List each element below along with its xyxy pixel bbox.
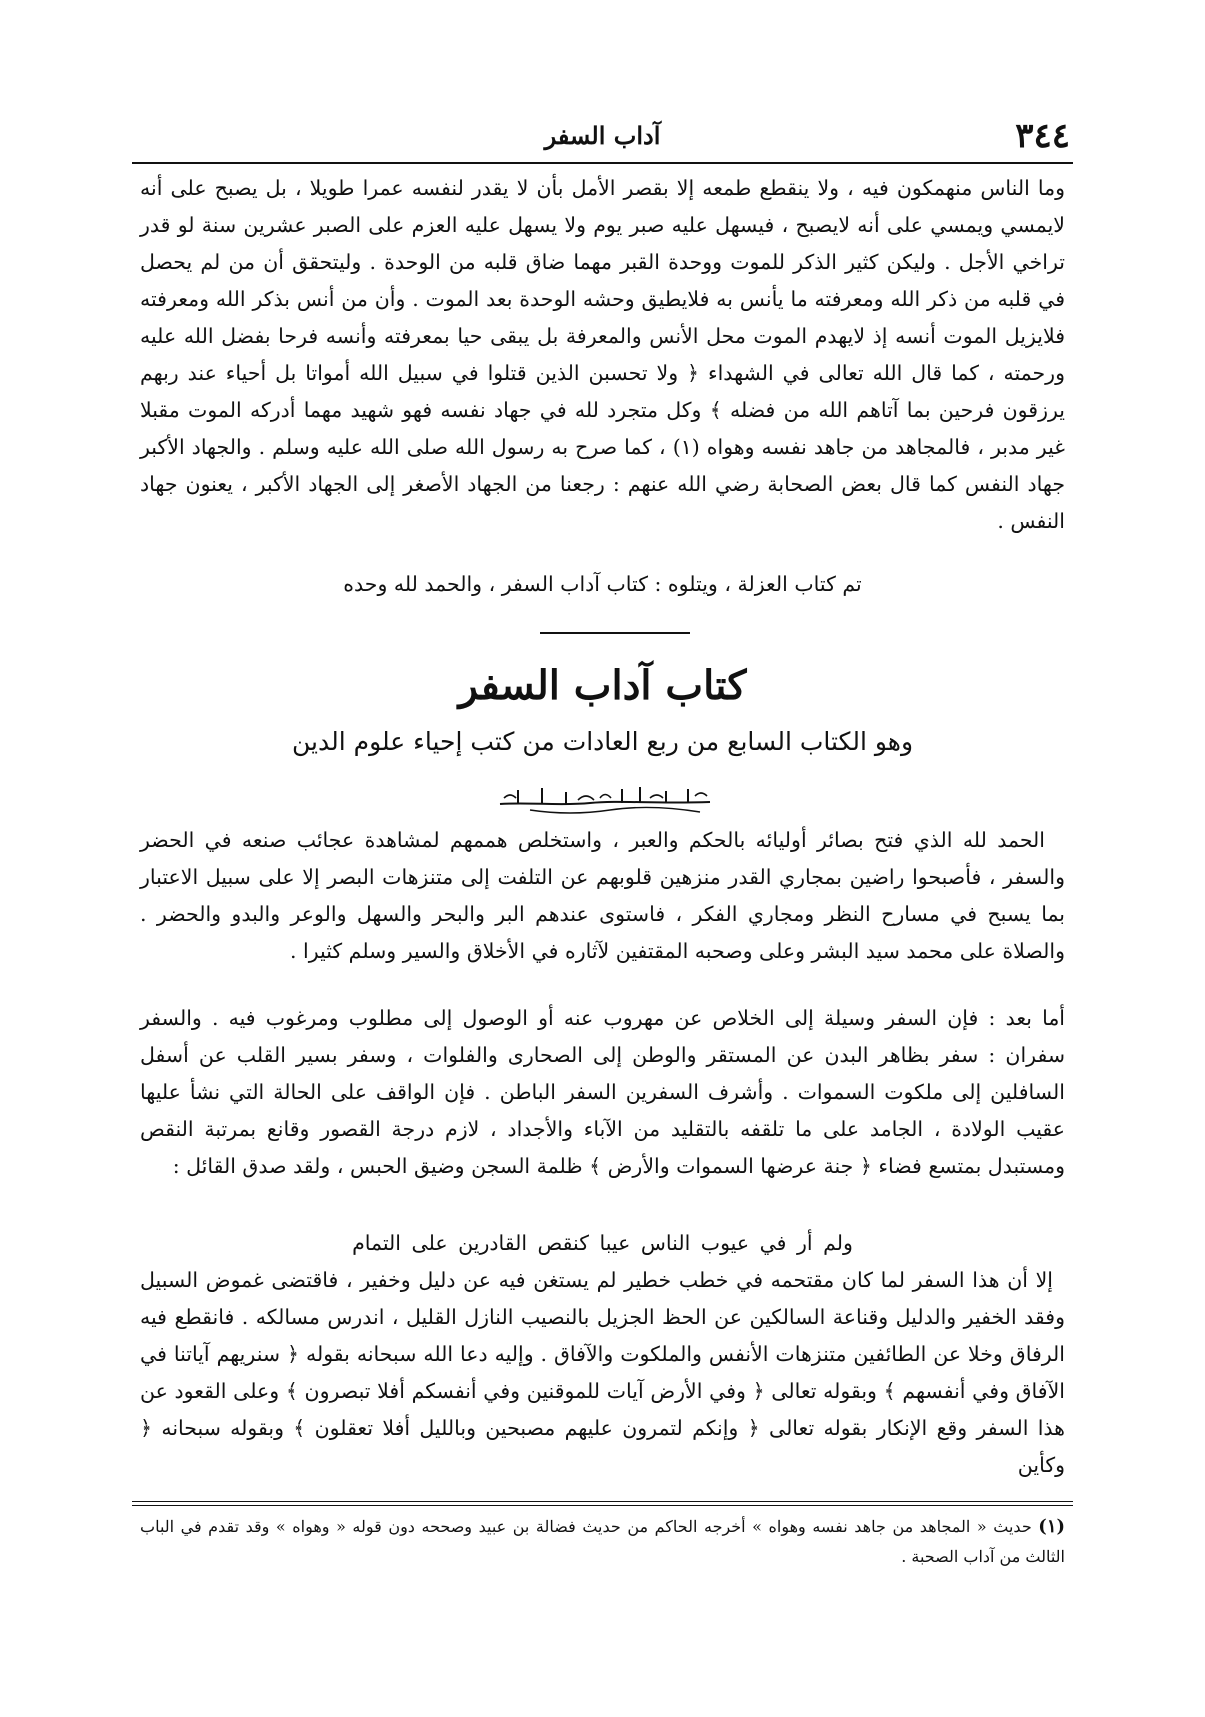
intro-paragraph: الحمد لله الذي فتح بصائر أوليائه بالحكم والعبر ، واستخلص هممهم لمشاهدة عجائب صنعه في الحضر والسفر ، فأصبحوا راضين بمجاري القدر منزهين قلوبهم عن التلفت إلى متنزهات البصر إلا على سبيل الاعتبار بما يسبح في مسارح النظر ومجاري الفكر ، فاستوى عندهم البر والبحر والسهل والوعر والبدو والحضر . والصلاة على محمد سيد البشر وعلى وصحبه المقتفين لآثاره في الأخلاق والسير وسلم كثيرا . xyxy=(140,828,1065,963)
page-header xyxy=(135,112,1070,164)
footnote-number: (١) xyxy=(1038,1516,1066,1537)
section-divider xyxy=(540,632,690,634)
running-title: آداب السفر xyxy=(544,121,661,150)
header-rule xyxy=(132,162,1073,164)
footnote-rule xyxy=(132,1501,1073,1502)
footnote xyxy=(140,1512,1065,1572)
section-paragraph: أما بعد : فإن السفر وسيلة إلى الخلاص عن مهروب عنه أو الوصول إلى مطلوب ومرغوب فيه . والسفر سفران : سفر بظاهر البدن عن المستقر والوطن إلى الصحارى والفلوات ، وسفر بسير القلب عن أسفل السافلين إلى ملكوت السموات . وأشرف السفرين السفر الباطن . فإن الواقف على الحالة التي نشأ عليها عقيب الولادة ، الجامد على ما تلقفه بالتقليد من الآباء والأجداد ، لازم درجة القصور وقانع بمرتبة النقص ومستبدل بمتسع فضاء ﴿ جنة عرضها السموات والأرض ﴾ ظلمة السجن وضيق الحبس ، ولقد صدق القائل : xyxy=(140,1006,1065,1178)
top-paragraph: وما الناس منهمكون فيه ، ولا ينقطع طمعه إلا بقصر الأمل بأن لا يقدر لنفسه عمرا طويلا ، بل يصبح على أنه لايمسي ويمسي على أنه لايصبح ، فيسهل عليه صبر يوم ولا يسهل عليه العزم على الصبر عشرين سنة لو قدر تراخي الأجل . وليكن كثير الذكر للموت ووحدة القبر مهما ضاق قلبه من الوحدة . وليتحقق أن من لم يحصل في قلبه من ذكر الله ومعرفته ما يأنس به فلايطيق وحشه الوحدة بعد الموت . وأن من أنس بذكر الله ومعرفته فلايزيل الموت أنسه إذ لايهدم الموت محل الأنس والمعرفة بل يبقى حيا بمعرفته وأنسه فرحا بفضل الله عليه ورحمته ، كما قال الله تعالى في الشهداء ﴿ ولا تحسبن الذين قتلوا في سبيل الله أمواتا بل أحياء عند ربهم يرزقون فرحين بما آتاهم الله من فضله ﴾ وكل متجرد لله في جهاد نفسه فهو شهيد مهما أدركه الموت مقبلا غير مدبر ، فالمجاهد من جاهد نفسه وهواه (١) ، كما صرح به رسول الله صلى الله عليه وسلم . والجهاد الأكبر جهاد النفس كما قال بعض الصحابة رضي الله عنهم : رجعنا من الجهاد الأصغر إلى الجهاد الأكبر ، يعنون جهاد النفس . xyxy=(140,176,1065,533)
closing-line: تم كتاب العزلة ، ويتلوه : كتاب آداب السفر ، والحمد لله وحده xyxy=(343,572,862,596)
basmala-calligraphy-icon xyxy=(490,780,720,816)
book-subtitle: وهو الكتاب السابع من ربع العادات من كتب إحياء علوم الدين xyxy=(291,727,914,756)
footnote-text: حديث « المجاهد من جاهد نفسه وهواه » أخرجه الحاكم من حديث فضالة بن عبيد وصححه دون قوله « وهواه » وقد تقدم في الباب الثالث من آداب الصحبة . xyxy=(140,1517,1065,1566)
footnote-rule xyxy=(132,1505,1073,1506)
final-paragraph: إلا أن هذا السفر لما كان مقتحمه في خطب خطير لم يستغن فيه عن دليل وخفير ، فاقتضى غموض السبيل وفقد الخفير والدليل وقناعة السالكين عن الحظ الجزيل بالنصيب النازل القليل ، اندرس مسالكه . فانقطع فيه الرفاق وخلا عن الطائفين متنزهات الأنفس والملكوت والآفاق . وإليه دعا الله سبحانه بقوله ﴿ سنريهم آياتنا في الآفاق وفي أنفسهم ﴾ وبقوله تعالى ﴿ وفي الأرض آيات للموقنين وفي أنفسكم أفلا تبصرون ﴾ وعلى القعود عن هذا السفر وقع الإنكار بقوله تعالى ﴿ وإنكم لتمرون عليهم مصبحين وبالليل أفلا تعقلون ﴾ وبقوله سبحانه ﴿ وكأين xyxy=(140,1268,1065,1477)
book-title: كتاب آداب السفر xyxy=(458,662,747,709)
basmala-calligraphy xyxy=(490,780,720,816)
page-number: ٣٤٤ xyxy=(1015,116,1070,156)
poetry-verse: ولم أر في عيوب الناس عيبا كنقص القادرين على التمام xyxy=(352,1231,853,1255)
